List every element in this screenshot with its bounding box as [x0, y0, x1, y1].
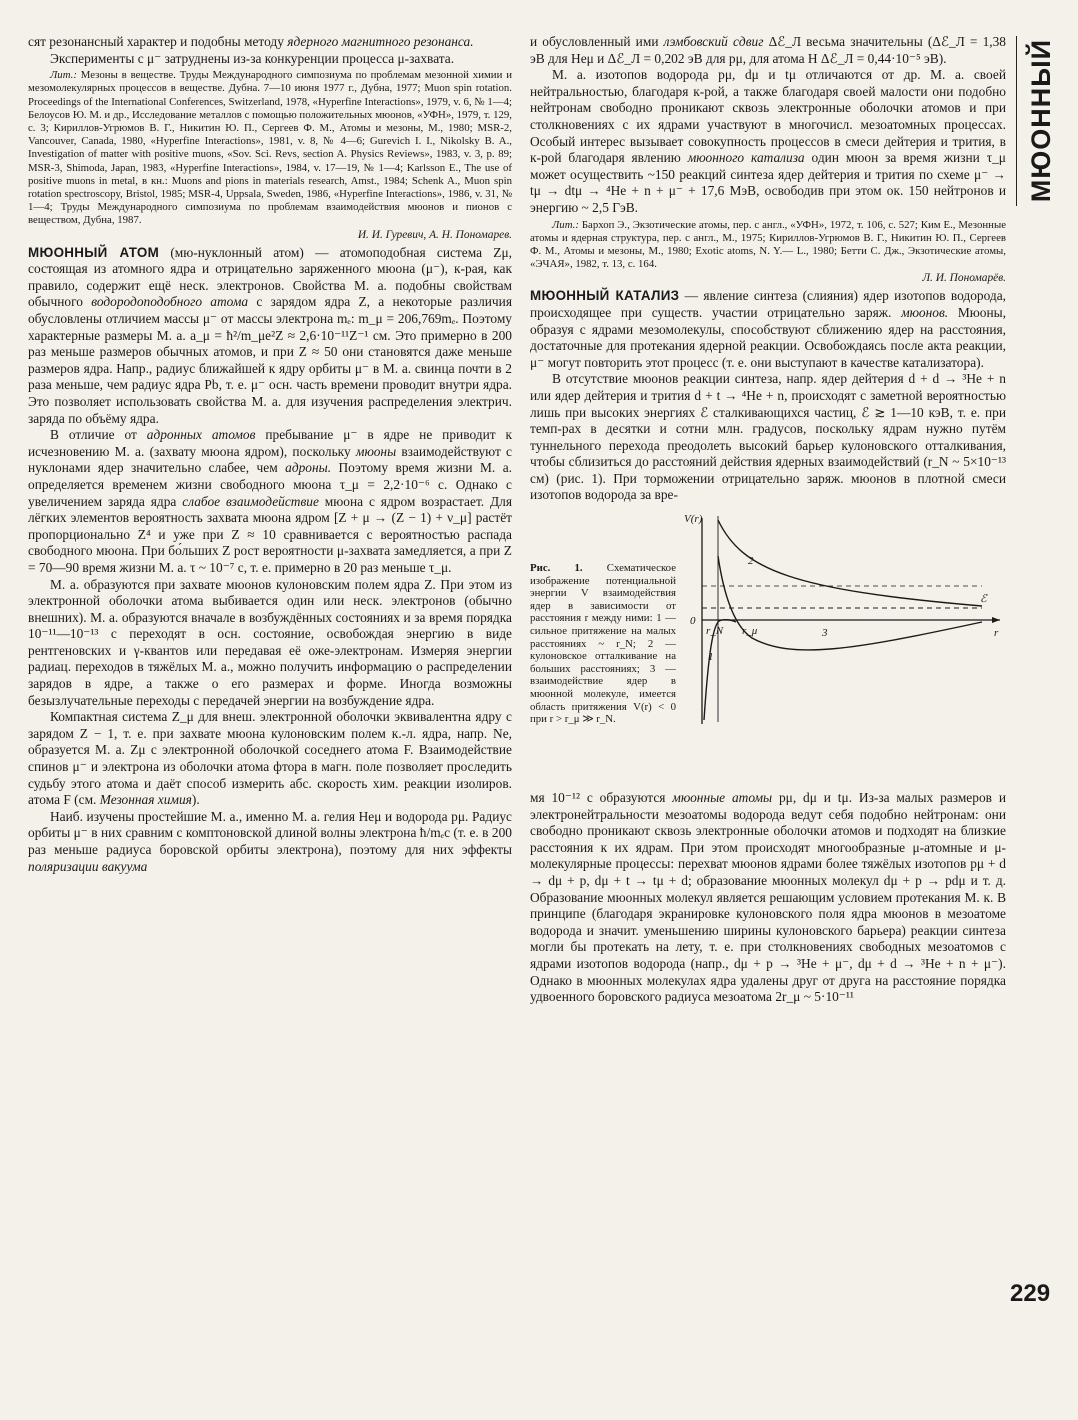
running-head-text: МЮОННЫЙ [1026, 38, 1057, 202]
headword: МЮОННЫЙ АТОМ [28, 244, 160, 260]
running-head [1022, 40, 1062, 200]
potential-energy-diagram [682, 510, 1006, 728]
bibliography: Лит.: Мезоны в веществе. Труды Международного симпозиума по проблемам мезонной химии и мезомолекулярных процессов в веществе. Дубна. 7—10 июня 1977 г., Дубна, 1977; Muon spin rotation. Proceedings of the International Conferences, Switzerland, 1978, «Hyperfine Interactions», 1979, v. 6, № 1—4; Белоусов Ю. М. и др., Исследование металлов с помощью положительных мюонов, «УФН», 1979, т. 129, с. 3; Кириллов-Угрюмов В. Г., Никитин Ю. П., Сергеев Ф. М., Атомы и мезоны, М., 1980; MSR-2, Vancouver, Canada, 1980, «Hyperfine Interactions», 1981, v. 8, № 4—6; Gurevich I. I., Nikolsky B. A., Investigation of matter with positive muons, «Sov. Sci. Revs, section A. Physics Reviews», 1983, v. 3, p. 89; MSR-3, Shimoda, Japan, 1983, «Hyperfine Interactions», 1984, v. 17—19, № 1—4; Karlsson E., The use of positive muons in metal, в кн.: Muons and pions in materials research, Amst., 1984; Schenk A., Muon spin rotation spectroscopy, Bristol, 1985; MSR-4, Uppsala, Sweden, 1986, «Hyperfine Interactions», 1986, v. 31, № 1—4; Труды Международного симпозиума по проблемам взаимодействия мюонов и пионов с веществом, Дубна, 1987. [28, 69, 512, 227]
energy-label: ℰ [980, 593, 987, 606]
paragraph: В отличие от адронных атомов пребывание μ⁻ в ядре не приводит к исчезновению М. а. (захвату мюона ядром), поскольку мюоны взаимодействуют с нуклонами ядер значительно слабее, чем адроны. Поэтому время жизни М. а. определяется временем жизни свободного мюона τ_μ = 2,2·10⁻⁶ с. Однако с увеличением заряда ядра слабое взаимодействие мюона с ядром возрастает. Для лёгких элементов вероятность захвата мюона ядром [Z + μ → (Z − 1) + ν_μ] растёт пропорционально Z⁴ и уже при Z ≈ 10 сравнивается с вероятностью распада свободного мюона. При бо́льших Z рост вероятности μ-захвата замедляется, а при Z = 70—90 время жизни М. а. τ ~ 10⁻⁷ с, т. е. примерно в 20 раз меньше τ_μ. [28, 427, 512, 575]
origin-label: 0 [690, 615, 696, 628]
curve-1-label: 1 [708, 651, 714, 664]
x-axis-label: r [994, 627, 999, 640]
article-authors: Л. И. Пономарёв. [922, 272, 1006, 285]
article-muon-catalysis: МЮОННЫЙ КАТАЛИЗ — явление синтеза (слияния) ядер изотопов водорода, происходящее при существ. участии отрицательно заряж. мюонов. Мюоны, образуя с ядрами мезомолекулы, способствуют сближению ядер на расстояния, достаточные для протекания ядерной реакции. Освобождаясь после акта реакции, μ⁻ могут повторить этот процесс (т. е. они выступают в качестве катализатора). [530, 288, 1007, 370]
paragraph: Компактная система Z_μ для внеш. электронной оболочки эквивалентна ядру с зарядом Z − 1, т. е. при захвате мюона кулоновским полем к.-л. ядра, напр. Ne, образуется М. а. Zμ с электронной оболочкой соседнего атома F. Взаимодействие спинов μ⁻ и электрона из оболочки атома фтора в магн. поле позволяет проследить судьбу этого атома и даёт способ измерить абс. скорость хим. реакции изолиров. атома F (см. Мезонная химия). [28, 709, 512, 808]
bibliography: Лит.: Бархоп Э., Экзотические атомы, пер. с англ., «УФН», 1972, т. 106, с. 527; Ким Е., Мезонные атомы и ядерная структура, пер. с англ., М., 1975; Кириллов-Угрюмов В. Г., Никитин Ю. П., Сергеев Ф. М., Атомы и мезоны, М., 1980; Exotic atoms, N. Y.— L., 1980; Бетти С. Дж., Экзотические атомы, «ЭЧАЯ», 1982, т. 13, с. 164. [530, 218, 1006, 271]
article-authors: И. И. Гуревич, А. Н. Пономарев. [357, 228, 512, 241]
paragraph: и обусловленный ими лэмбовский сдвиг Δℰ_Л весьма значительны (Δℰ_Л = 1,38 эВ для Heμ и Δℰ_Л = 0,202 эВ для pμ, для атома H Δℰ_Л = 0,44·10⁻⁵ эВ). [530, 34, 1007, 66]
x-axis-arrow [992, 617, 1000, 623]
paragraph: М. а. изотопов водорода pμ, dμ и tμ отличаются от др. М. а. своей нейтральностью, благодаря к-рой, а также благодаря своей малости они подобно нейтронам свободно проникают сквозь электронные оболочки атомов и при столкновениях с их ядрами участвуют в многочисл. мезоатомных процессах. Особый интерес вызывает совокупность процессов в смеси дейтерия и трития, в к-рой благодаря явлению мюонного катализа один мюон за время жизни τ_μ может осуществить ~150 реакций синтеза ядер дейтерия и трития по схеме μ⁻ → tμ → dtμ → ⁴He + n + μ⁻ + 17,6 МэВ, освободив при этом ок. 150 нейтронов и энергию ~ 2,5 ГэВ. [530, 67, 1006, 215]
left-column [28, 34, 512, 875]
figure-1 [530, 510, 1006, 782]
curve-2-label: 2 [748, 555, 754, 568]
curve-3-label: 3 [822, 627, 828, 640]
figure-caption: Рис. 1. Схематическое изображение потенциальной энергии V взаимодействия ядер в зависимости от расстояния r между ними: 1 — сильное притяжение на малых расстояниях ~ r_N; 2 — кулоновское отталкивание на больших расстояниях; 3 — взаимодействие ядер в мюонной молекуле, имеется область притяжения V(r) < 0 при r > r_μ ≫ r_N. [530, 562, 676, 726]
paragraph: Наиб. изучены простейшие М. а., именно М. а. гелия Heμ и водорода pμ. Радиус орбиты μ⁻ в них сравним с комптоновской длиной волны электрона ħ/mₑc (т. е. в 200 раз меньше радиуса боровской орбиты электрона), поэтому для них эффекты поляризации вакуума [28, 808, 512, 874]
curve-coulomb [718, 520, 982, 606]
rn-label: r_N [706, 625, 724, 638]
running-head-rule [1016, 36, 1017, 206]
paragraph: В отсутствие мюонов реакции синтеза, напр. ядер дейтерия d + d → ³He + n или ядер дейтерия и трития d + t → ⁴He + n, происходят с заметной вероятностью лишь при высоких энергиях ℰ сталкивающихся частиц, ℰ ≳ 1—10 кэВ, т. е. при темп-рах в десятки и сотни млн. градусов, поскольку ядрам нужно путём туннельного перехода преодолеть высокий барьер кулоновского отталкивания, чтобы сблизиться до расстояний действия ядерных взаимодействий (r_N ~ 5×10⁻¹³ см) (рис. 1). При торможении отрицательно заряж. мюонов в плотной смеси изотопов водорода за вре- [530, 371, 1006, 503]
paragraph: сят резонансный характер и подобны методу ядерного магнитного резонанса. [28, 34, 474, 49]
y-axis-label: V(r) [684, 513, 703, 526]
page-number: 229 [1010, 1280, 1051, 1307]
paragraph: мя 10⁻¹² с образуются мюонные атомы pμ, dμ и tμ. Из-за малых размеров и электронейтральности мезоатомы водорода ведут себя подобно нейтронам: они свободно проникают сквозь электронные оболочки атомов и подходят на близкие расстояния к их ядрам. При этом происходят многообразные μ-атомные и μ-молекулярные процессы: перехват мюонов ядрами более тяжёлых изотопов pμ + d → dμ + p, dμ + t → tμ + d; образование мюонных молекул dμ + p → pdμ и т. д. Образование мюонных молекул является решающим условием протекания М. к. В принципе (благодаря экранировке кулоновского поля ядра мюонов в мезоатоме водорода и значит. уменьшению ширины кулоновского барьера) реакции синтеза могли бы протекать на лету, т. е. при столкновениях свободных мезоатомов с ядрами изотопов водорода (напр., dμ + p → ³He + μ⁻, dμ + d → ³He + n + μ⁻). Однако в мюонных молекулах ядра удалены друг от друга на расстояние порядка удвоенного боровского радиуса мезоатома 2r_μ ~ 5·10⁻¹¹ [530, 790, 1006, 1005]
paragraph: М. а. образуются при захвате мюонов кулоновским полем ядра Z. При этом из электронной оболочки атома выбивается один или неск. электронов (обычно внешних). М. а. образуются вначале в возбуждённых состояниях и за время порядка 10⁻¹¹—10⁻¹³ с переходят в осн. состояние, освобождая энергию в виде рентгеновских и γ-квантов или передавая её оже-электронам. Измеряя энергии радиац. переходов в тяжёлых М. а., можно получить информацию о распределении зарядов в ядре, а также о его размерах и форме. Иногда возможны безызлучательные переходы с передачей энергии на возбуждение ядра. [28, 576, 512, 708]
paragraph: Эксперименты с μ⁻ затруднены из-за конкуренции процесса μ-захвата. [50, 50, 455, 66]
rmu-label: r_μ [742, 625, 758, 638]
article-muonic-atom: МЮОННЫЙ АТОМ (мю-нуклонный атом) — атомоподобная система Zμ, состоящая из атомного ядра и отрицательно заряженного мюона (μ⁻), к-рая, как правило, содержит ещё неск. электронов. Свойства М. а. подобны свойствам обычного водородоподобного атома с зарядом ядра Z, а некоторые различия обусловлены отличием массы μ⁻ от массы электрона mₑ: m_μ = 206,769mₑ. Поэтому характерные размеры М. а. a_μ = ħ²/m_μe²Z ≈ 2,6·10⁻¹¹Z⁻¹ см. Это примерно в 200 раз меньше размеров обычных атомов, и при Z ≈ 50 они становятся даже меньше размеров ядра. Напр., радиус ближайшей к ядру орбиты μ⁻ в М. а. свинца почти в 2 раза меньше, чем радиус ядра Pb, т. е. μ⁻ осн. часть времени проводит внутри ядра. Это позволяет использовать свойства М. а. для изучения распределения электрич. заряда по объёму ядра. [28, 244, 512, 426]
headword: МЮОННЫЙ КАТАЛИЗ [530, 288, 680, 304]
right-column [530, 34, 1006, 1006]
